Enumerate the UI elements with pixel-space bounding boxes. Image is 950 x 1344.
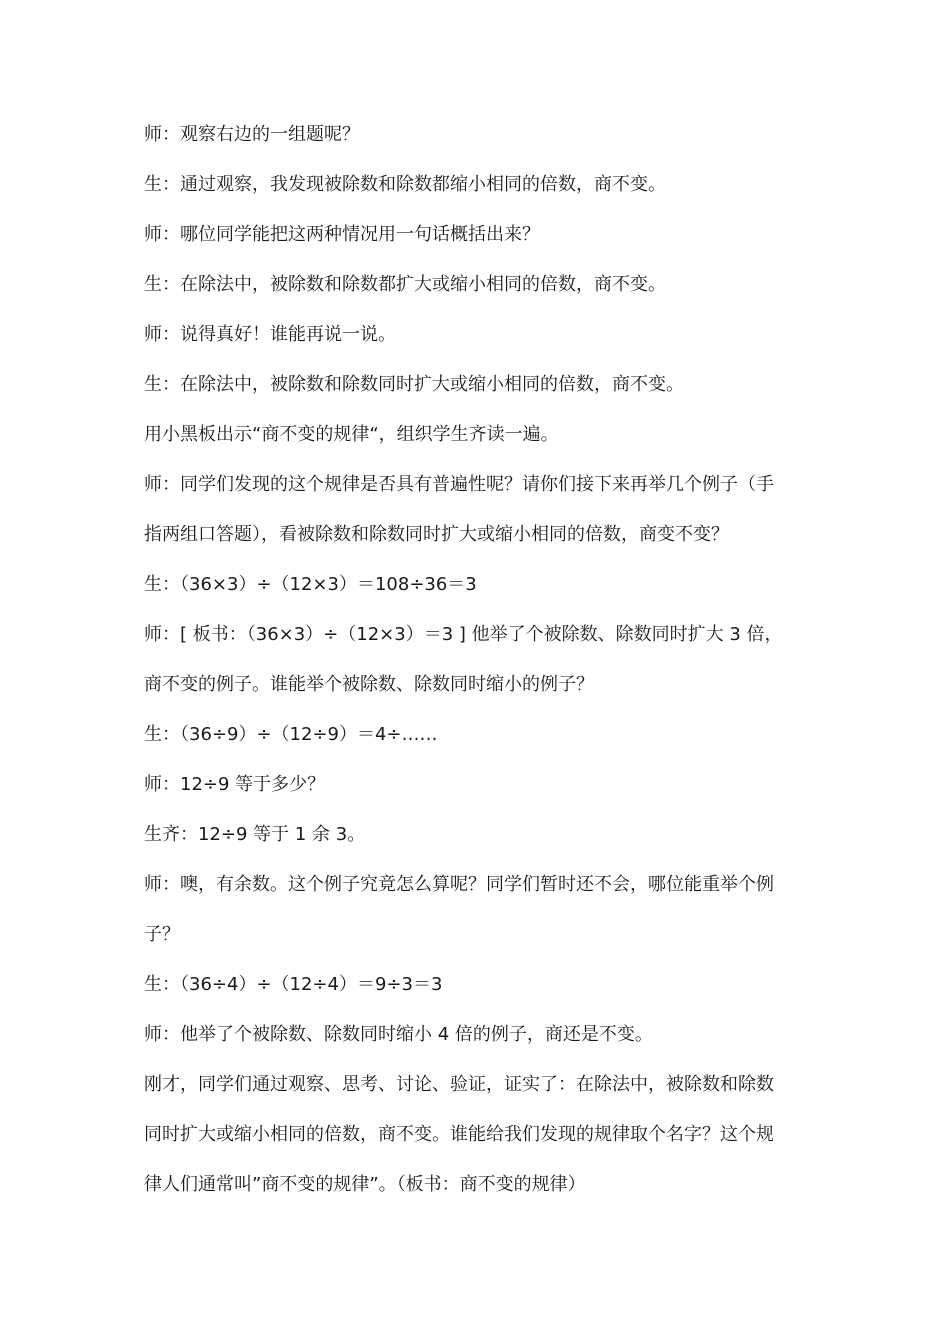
- text-line: 生：在除法中，被除数和除数同时扩大或缩小相同的倍数，商不变。: [144, 374, 684, 395]
- text-line: 生：在除法中，被除数和除数都扩大或缩小相同的倍数，商不变。: [144, 274, 666, 295]
- text-line: 师：观察右边的一组题呢？: [144, 124, 360, 145]
- text-line: 生：通过观察，我发现被除数和除数都缩小相同的倍数，商不变。: [144, 174, 666, 195]
- text-line: 生：（36×3）÷（12×3）＝108÷36＝3: [144, 574, 477, 595]
- text-line: 师：[ 板书：（36×3）÷（12×3）＝3 ] 他举了个被除数、除数同时扩大 3 倍，: [144, 624, 783, 645]
- text-line: 师：同学们发现的这个规律是否具有普遍性呢？请你们接下来再举几个例子（手: [144, 474, 774, 495]
- text-line: 刚才，同学们通过观察、思考、讨论、验证，证实了：在除法中，被除数和除数: [144, 1074, 774, 1095]
- text-line: 生：（36÷9）÷（12÷9）＝4÷……: [144, 724, 438, 745]
- text-line: 指两组口答题），看被除数和除数同时扩大或缩小相同的倍数，商变不变？: [144, 524, 729, 545]
- text-line: 生：（36÷4）÷（12÷4）＝9÷3＝3: [144, 974, 443, 995]
- text-line: 生齐：12÷9 等于 1 余 3。: [144, 824, 366, 845]
- text-line: 师：12÷9 等于多少？: [144, 774, 326, 795]
- text-line: 子？: [144, 924, 180, 945]
- text-line: 师：说得真好！谁能再说一说。: [144, 324, 396, 345]
- text-line: 同时扩大或缩小相同的倍数，商不变。谁能给我们发现的规律取个名字？这个规: [144, 1124, 774, 1145]
- text-line: 用小黑板出示“商不变的规律“，组织学生齐读一遍。: [144, 424, 559, 445]
- text-line: 师：他举了个被除数、除数同时缩小 4 倍的例子，商还是不变。: [144, 1024, 653, 1045]
- text-line: 商不变的例子。谁能举个被除数、除数同时缩小的例子？: [144, 674, 594, 695]
- document-body: [144, 110, 814, 1210]
- text-line: 师：噢，有余数。这个例子究竟怎么算呢？同学们暂时还不会，哪位能重举个例: [144, 874, 774, 895]
- text-line: 师：哪位同学能把这两种情况用一句话概括出来？: [144, 224, 540, 245]
- text-line: 律人们通常叫”商不变的规律”。（板书：商不变的规律）: [144, 1174, 586, 1195]
